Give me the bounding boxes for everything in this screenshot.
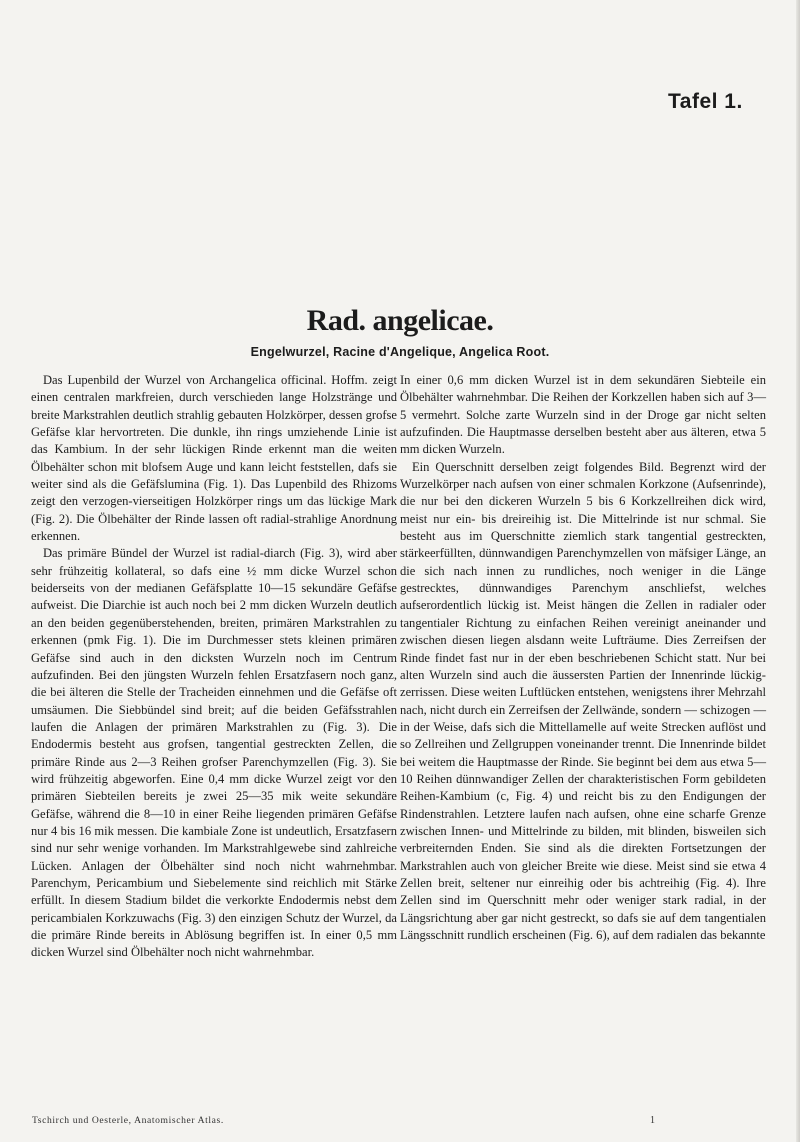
- right-column: [400, 372, 766, 944]
- plate-label: Tafel 1.: [668, 90, 743, 113]
- page-title: Rad. angelicae.: [306, 304, 494, 337]
- footer-signature: 1: [650, 1115, 655, 1126]
- paragraph: Das primäre Bündel der Wurzel ist radial-diarch (Fig. 3), wird aber sehr frühzeitig kollateral, so dafs eine ½ mm dicke Wurzel schon beiderseits von der medianen Gefäfsplatte 10—15 sekundäre Gefäfse aufweist. Die Diarchie ist auch noch bei 2 mm dicken Wurzeln deutlich an den beiden gegenüberstehenden, breiten, primären Markstrahlen zu erkennen (pmk Fig. 1). Die im Durchmesser stets kleinen primären Gefäfse sind auch in den dicksten Wurzeln noch im Centrum aufzufinden. Bei den jüngsten Wurzeln fehlen Ersatzfasern noch ganz, die bei älteren die Stelle der Tracheiden einnehmen und die Gefäfse oft umsäumen. Die Siebbündel sind breit; auf die beiden Gefäfsstrahlen laufen die Anlagen der primären Markstrahlen zu (Fig. 3). Die Endodermis besteht aus grofsen, tangential gestreckten Zellen, die primäre Rinde aus 2—3 Reihen grofser Parenchymzellen (Fig. 3). Sie wird frühzeitig abgeworfen. Eine 0,4 mm dicke Wurzel zeigt vor den primären Siebteilen bereits je zwei 25—35 mik weite sekundäre Gefäfse, während die 8—10 in einer Reihe liegenden primären Gefäfse nur 4 bis 16 mik messen. Die kambiale Zone ist undeutlich, Ersatzfasern sind nur sehr wenige vorhanden. Im Markstrahlgewebe sind zahlreiche Lücken. Anlagen der Ölbehälter sind noch nicht wahrnehmbar. Parenchym, Pericambium und Siebelemente sind reichlich mit Stärke erfüllt. In diesem Stadium bildet die verkorkte Endodermis nebst dem pericambialen Korkzuwachs (Fig. 3) den einzigen Schutz der Wurzel, da die primäre Rinde bereits in Ablösung begriffen ist. In einer 0,5 mm dicken Wurzel sind Ölbehälter noch nicht wahrnehmbar.: [31, 546, 397, 960]
- page-subtitle: Engelwurzel, Racine d'Angelique, Angelica Root.: [250, 345, 550, 359]
- paragraph: In einer 0,6 mm dicken Wurzel ist in dem sekundären Siebteile ein Ölbehälter wahrnehmbar. Die Reihen der Korkzellen haben sich auf 3—5 vermehrt. Solche zarte Wurzeln sind in der Droge gar nicht selten aufzufinden. Die Hauptmasse derselben besteht aber aus älteren, etwa 5 mm dicken Wurzeln.: [400, 373, 766, 457]
- footer-credit: Tschirch und Oesterle, Anatomischer Atlas.: [32, 1115, 224, 1126]
- paragraph: Ein Querschnitt derselben zeigt folgendes Bild. Begrenzt wird der Wurzelkörper nach aufsen von einer schmalen Korkzone (Aufsenrinde), die nur bei den dickeren Wurzeln 5 bis 6 Korkzellreihen dick wird, meist nur ein- bis dreireihig ist. Die Mittelrinde ist nur schmal. Sie besteht aus im Querschnitte ziemlich stark tangential gestreckten, stärkeerfüllten, dünnwandigen Parenchymzellen von mäfsiger Länge, an die sich nach innen zu rundliches, noch weniger in die Länge gestrecktes, dünnwandiges Parenchym anschliefst, welches aufserordentlich lückig ist. Meist hängen die Zellen in radialer oder tangentialer Richtung zu einfachen Reihen vereinigt aneinander und zwischen diesen liegen alsdann weite Lufträume. Dies Zerreifsen der Rinde findet fast nur in der eben beschriebenen Schicht statt. Nur bei alten Wurzeln sind auch die äussersten Partien der Innenrinde lückig-zerrissen. Diese weiten Luftlücken entstehen, wenigstens ihrer Mehrzahl nach, nicht durch ein Zerreifsen der Zellwände, sondern — schizogen — in der Weise, dafs sich die Mittellamelle auf weite Strecken auflöst und so Zellreihen und Zellgruppen voneinander trennt. Die Innenrinde bildet bei weitem die Hauptmasse der Rinde. Sie beginnt bei dem aus etwa 5—10 Reihen dünnwandiger Zellen der charakteristischen Form gebildeten Reihen-Kambium (c, Fig. 4) und reicht bis zu den Endigungen der Rindenstrahlen. Letztere laufen nach aufsen, ohne eine scharfe Grenze zwischen Innen- und Mittelrinde zu bilden, mit blinden, bisweilen sich verbreiternden Enden. Sie sind als die direkten Fortsetzungen der Markstrahlen auch von gleicher Breite wie diese. Meist sind sie etwa 4 Zellen breit, seltener nur einreihig oder bis achtreihig (Fig. 4). Ihre Zellen sind im Querschnitt mehr oder weniger stark radial, in der Längsrichtung aber gar nicht gestreckt, so dafs sie auf dem tangentialen Längsschnitt rundlich erscheinen (Fig. 6), auf dem radialen das bekannte: [400, 459, 766, 942]
- page-edge-shadow: [796, 0, 800, 1142]
- left-column: [31, 372, 397, 962]
- paragraph: Das Lupenbild der Wurzel von Archangelica officinal. Hoffm. zeigt einen centralen markfreien, durch verschieden lange Holzstränge und breite Markstrahlen deutlich strahlig gebauten Holzkörper, dessen grofse Gefäfse klar hervortreten. Die dunkle, ihn rings umziehende Linie ist das Kambium. In der sehr lückigen Rinde erkennt man die weiten Ölbehälter schon mit blofsem Auge und kann leicht feststellen, dafs sie weiter sind als die Gefäfslumina (Fig. 1). Das Lupenbild des Rhizoms zeigt den verzogen-vierseitigen Holzkörper rings um das lückige Mark (Fig. 2). Die Ölbehälter der Rinde lassen oft radial-strahlige Anordnung erkennen.: [31, 373, 397, 544]
